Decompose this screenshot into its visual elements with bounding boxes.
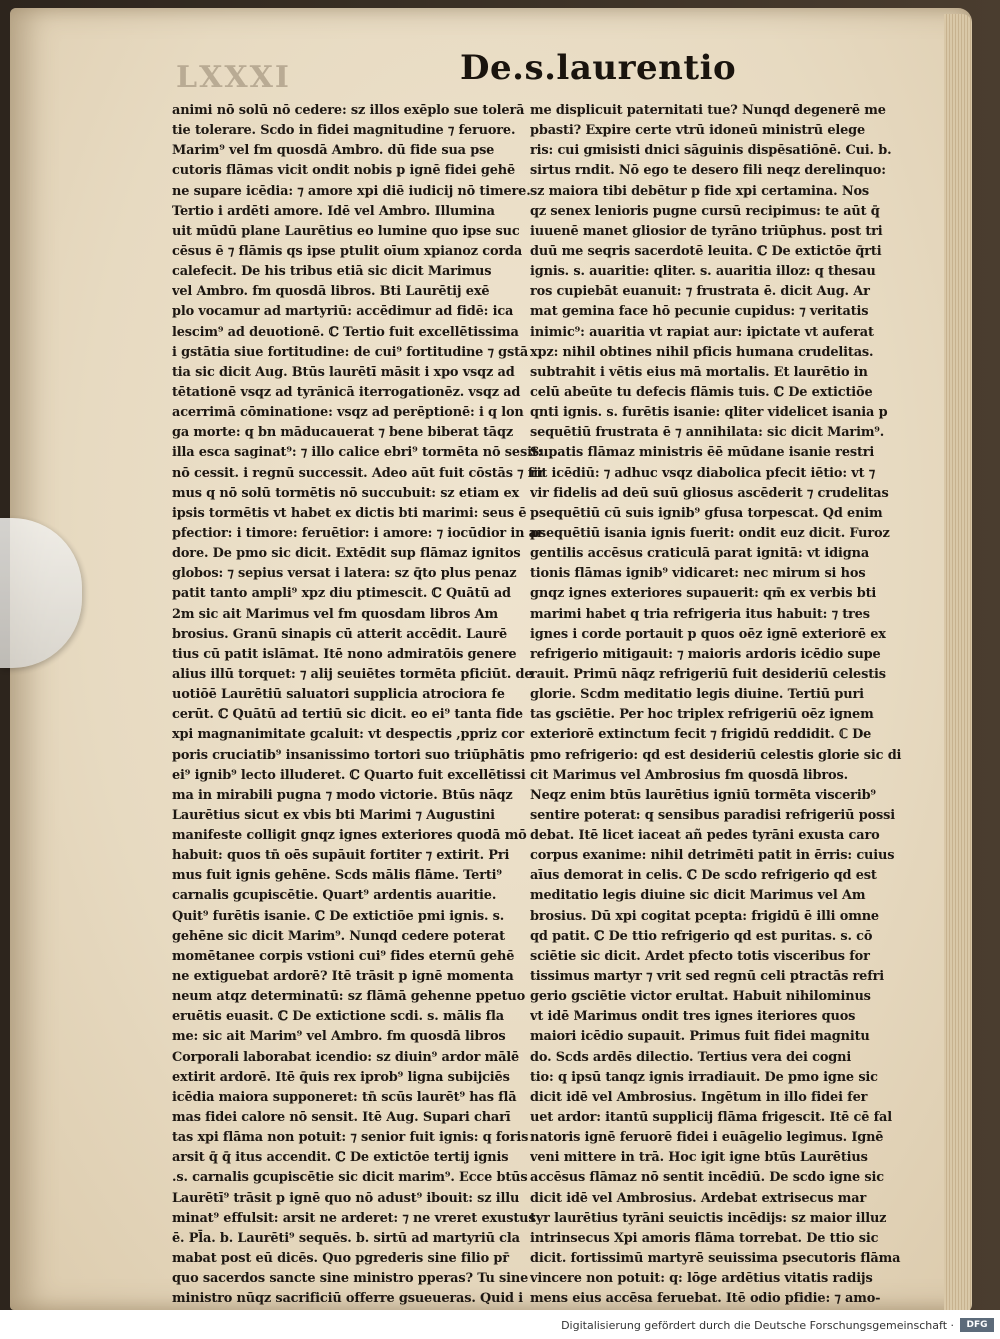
text-line: tas xpi flāma non potuit: ⁊ senior fuit ignis: q foris: [172, 1130, 529, 1146]
text-line: sirtus rndit. Nō ego te desero fili neqz derelinquo:: [530, 163, 886, 179]
text-line: accēsus flāmaz nō sentit incēdiū. De scdo igne sic: [530, 1170, 884, 1186]
text-line: debat. Itē licet iaceat añ pedes tyrāni exusta caro: [530, 828, 880, 844]
text-line: mens eius accēsa feruebat. Itē odio pfidie: ⁊ amo-: [530, 1291, 881, 1307]
text-line: meditatio legis diuine sic dicit Marimus vel Am: [530, 888, 866, 904]
text-line: ros cupiebāt euanuit: ⁊ frustrata ē. dicit Aug. Ar: [530, 284, 870, 300]
text-line: tissimus martyr ⁊ vrit sed regnū celi ptractās refri: [530, 969, 885, 985]
text-line: xpz: nihil obtines nihil pficis humana crudelitas.: [530, 344, 874, 360]
text-line: eruētis euasit. ℂ De extictione scdi. s. mālis fla: [172, 1009, 504, 1025]
text-line: ei⁹ ignib⁹ lecto illuderet. ℂ Quarto fuit excellētissi: [172, 767, 526, 783]
text-line: xpi magnanimitate gcaluit: vt despectis ,ppriz cor: [172, 727, 524, 743]
text-line: ga morte: q bn māducauerat ⁊ bene biberat tāqz: [172, 425, 514, 441]
text-line: manifeste colligit gnqz ignes exteriores quodā mō: [172, 828, 527, 844]
text-line: dicit idē vel Ambrosius. Ingētum in illo fidei fer: [530, 1089, 868, 1105]
text-line: tionis flāmas ignib⁹ vidicaret: nec mirum si hos: [530, 566, 866, 582]
text-line: vt idē Marimus ondit tres ignes iteriores quos: [530, 1009, 856, 1025]
right-column: [530, 101, 910, 1309]
text-line: dicit. fortissimū martyrē seuissima psecutoris flāma: [530, 1251, 901, 1267]
text-line: nō cessit. i regnū successit. Adeo aūt fuit cōstās ⁊ fir: [172, 465, 545, 481]
text-line: ma in mirabili pugna ⁊ modo victorie. Btūs nāqz: [172, 787, 513, 803]
text-line: sequētiū frustrata ē ⁊ annihilata: sic dicit Marim⁹.: [530, 425, 885, 441]
text-line: quo sacerdos sancte sine ministro pperas? Tu sine: [172, 1271, 529, 1287]
text-line: dore. De pmo sic dicit. Extēdit sup flāmaz ignitos: [172, 546, 521, 562]
text-line: mus q nō solū tormētis nō succubuit: sz etiam ex: [172, 485, 520, 501]
text-line: Neqz enim btūs laurētius igniū tormēta viscerib⁹: [530, 787, 876, 803]
text-line: dicit idē vel Ambrosius. Ardebat extrisecus mar: [530, 1190, 867, 1206]
text-line: natoris ignē feruorē fidei i euāgelio legimus. Ignē: [530, 1130, 884, 1146]
text-line: tas gsciētie. Per hoc triplex refrigeriū oēz ignem: [530, 707, 874, 723]
text-line: mas fidei calore nō sensit. Itē Aug. Supari charī: [172, 1110, 511, 1126]
text-line: refrigerio mitigauit: ⁊ maioris ardoris icēdio supe: [530, 646, 881, 662]
text-line: 2m sic ait Marimus vel fm quosdam libros Am: [172, 606, 498, 622]
footer-bar: [0, 1310, 1000, 1339]
text-line: intrinsecus Xpi amoris flāma torrebat. De ttio sic: [530, 1230, 879, 1246]
text-line: uet ardor: itantū supplicij flāma frigescit. Itē cē fal: [530, 1110, 892, 1126]
text-line: icēdia maiora supponeret: tn̄ scūs laurēt⁹ has flā: [172, 1089, 517, 1105]
text-line: sentire poterat: q sensibus paradisi refrigeriū possi: [530, 807, 896, 823]
text-line: mabat post eū dicēs. Quo pgrederis sine filio pr̄: [172, 1251, 509, 1267]
text-line: Quit⁹ furētis isanie. ℂ De extictiōe pmi ignis. s.: [172, 908, 505, 924]
text-line: exteriorē extinctum fecit ⁊ frigidū reddidit. ℂ De: [530, 727, 872, 743]
text-line: globos: ⁊ sepius versat i latera: sz q̄to plus penaz: [172, 566, 517, 582]
text-line: marimi habet q tria refrigeria itus habuit: ⁊ tres: [530, 606, 870, 622]
text-line: inimic⁹: auaritia vt rapiat aur: ipictate vt auferat: [530, 324, 874, 340]
text-line: pmo refrigerio: qd est desideriū celestis glorie sic di: [530, 747, 902, 763]
text-line: brosius. Dū xpi cogitat pcepta: frigidū ē illi omne: [530, 908, 879, 924]
text-line: patit tanto ampli⁹ xpz diu ptimescit. ℂ Quātū ad: [172, 586, 511, 602]
page-edge: [944, 14, 972, 1314]
text-line: habuit: quos tn̄ oēs supāuit fortiter ⁊ extirit. Pri: [172, 848, 510, 864]
text-line: corpus exanime: nihil detrimēti patit in ērris: cuius: [530, 848, 895, 864]
text-line: animi nō solū nō cedere: sz illos exēplo sue tolerā: [172, 103, 525, 118]
text-line: cit Marimus vel Ambrosius fm quosdā libros.: [530, 767, 848, 783]
text-line: rauit. Primū nāqz refrigeriū fuit desideriū celestis: [530, 666, 886, 682]
text-line: me: sic ait Marim⁹ vel Ambro. fm quosdā libros: [172, 1029, 506, 1045]
text-line: ne extiguebat ardorē? Itē trāsit p ignē momenta: [172, 969, 514, 985]
text-line: psequētiū cū suis ignib⁹ gfusa torpescat. Qd enim: [530, 505, 883, 521]
text-line: sz maiora tibi debētur p fide xpi certamina. Nos: [530, 183, 870, 199]
text-line: gehēne sic dicit Marim⁹. Nunqd cedere poterat: [172, 928, 505, 944]
text-line: me displicuit paternitati tue? Nunqd degenerē me: [530, 103, 886, 118]
text-line: duū me seqris sacerdotē leuita. ℂ De extictōe q̄rti: [530, 243, 882, 259]
text-line: veni mittere in trā. Hoc igit igne btūs Laurētius: [530, 1150, 868, 1166]
text-line: tētationē vsqz ad tyrānicā iterrogationēz. vsqz ad: [172, 384, 521, 400]
text-line: brosius. Granū sinapis cū atterit accēdit. Laurē: [172, 626, 508, 642]
dfg-logo: DFG: [960, 1318, 994, 1332]
text-line: maiori icēdio supauit. Primus fuit fidei magnitu: [530, 1029, 870, 1045]
text-line: neum atqz determinatū: sz flāmā gehenne ppetuo: [172, 989, 526, 1005]
text-line: mat gemina face hō pecunie cupidus: ⁊ veritatis: [530, 304, 869, 320]
text-line: psequētiū isania ignis fuerit: ondit euz dicit. Furoz: [530, 525, 890, 541]
text-line: lescim⁹ ad deuotionē. ℂ Tertio fuit excellētissima: [172, 324, 519, 340]
footer-credit: Digitalisierung gefördert durch die Deutsche Forschungsgemeinschaft ·: [561, 1319, 954, 1332]
text-line: rit icēdiū: ⁊ adhuc vsqz diabolica pfecit iētio: vt ⁊: [530, 465, 876, 481]
text-line: tia sic dicit Aug. Btūs laurētī māsit i xpo vsqz ad: [172, 364, 515, 380]
text-line: Laurētī⁹ trāsit p ignē quo nō adust⁹ ibouit: sz illu: [172, 1190, 520, 1206]
text-line: mus fuit ignis gehēne. Scds mālis flāme. Terti⁹: [172, 868, 502, 884]
text-line: ē. Pl̄a. b. Laurēti⁹ sequēs. b. sirtū ad martyriū cla: [172, 1230, 520, 1246]
text-line: calefecit. De his tribus etiā sic dicit Marimus: [172, 264, 492, 280]
folio-number: LXXXI: [176, 60, 291, 95]
text-line: vel Ambro. fm quosdā libros. Bti Laurētij exē: [172, 284, 490, 300]
text-line: glorie. Scdm meditatio legis diuine. Tertiū puri: [530, 687, 864, 703]
text-line: extirit ardorē. Itē q̄uis rex iprob⁹ ligna subijciēs: [172, 1069, 510, 1085]
text-line: cēsus ē ⁊ flāmis qs ipse ptulit oīum xpianoz corda: [172, 243, 523, 259]
text-line: vir fidelis ad deū suū gliosus ascēderit ⁊ crudelitas: [530, 485, 889, 501]
text-line: Corporali laborabat icendio: sz diuin⁹ ardor mālē: [172, 1049, 520, 1065]
text-line: ris: cui gmisisti dnici sāguinis dispēsatiōnē. Cui. b.: [530, 143, 892, 159]
text-line: sciētie sic dicit. Ardet pfecto totis visceribus for: [530, 948, 870, 964]
text-line: Supatis flāmaz ministris ēē mūdane isanie restri: [530, 445, 875, 461]
text-line: qz senex lenioris pugne cursū recipimus: te aūt q̄: [530, 203, 880, 219]
text-line: arsit q̄ q̄ itus accendit. ℂ De extictōe tertij ignis: [172, 1150, 509, 1166]
text-line: uotiōē Laurētiū saluatori supplicia atrociora fe: [172, 687, 505, 703]
text-line: iuuenē manet gliosior de tyrāno triūphus. post tri: [530, 223, 883, 239]
text-line: cerūt. ℂ Quātū ad tertiū sic dicit. eo ei⁹ tanta fide: [172, 707, 523, 723]
text-line: qd patit. ℂ De ttio refrigerio qd est puritas. s. cō: [530, 928, 873, 944]
text-line: tius cū patit islāmat. Itē nono admiratōis genere: [172, 646, 517, 662]
text-line: gentilis accēsus craticulā parat ignitā: vt idigna: [530, 546, 870, 562]
text-line: ne supare icēdia: ⁊ amore xpi diē iudicij nō timere.: [172, 183, 531, 199]
text-line: Tertio i ardēti amore. Idē vel Ambro. Illumina: [172, 203, 495, 219]
text-line: minat⁹ effulsit: arsit ne arderet: ⁊ ne vreret exustus: [172, 1210, 536, 1226]
running-head: De.s.laurentio: [460, 48, 737, 88]
text-line: plo vocamur ad martyriū: accēdimur ad fidē: ica: [172, 304, 514, 320]
text-line: ministro nūqz sacrificiū offerre gsueueras. Quid i: [172, 1291, 524, 1307]
text-line: gerio gsciētie victor erultat. Habuit nihilominus: [530, 989, 871, 1005]
text-line: Marim⁹ vel fm quosdā Ambro. dū fide sua pse: [172, 143, 495, 159]
text-line: gnqz ignes exteriores supauerit: qm̄ ex verbis bti: [530, 586, 877, 602]
text-line: alius illū torquet: ⁊ alij seuiētes tormēta pficiūt. de: [172, 666, 533, 682]
text-line: uit mūdū plane Laurētius eo lumine quo ipse suc: [172, 223, 520, 239]
text-line: ipsis tormētis vt habet ex dictis bti marimi: seus ē: [172, 505, 527, 521]
text-line: illa esca saginat⁹: ⁊ illo calice ebri⁹ tormēta nō sesit:: [172, 445, 543, 461]
text-line: pbasti? Expire certe vtrū idoneū ministrū elege: [530, 123, 866, 139]
text-line: vincere non potuit: q: lōge ardētius vitatis radijs: [530, 1271, 873, 1287]
text-line: tyr laurētius tyrāni seuictis incēdijs: sz maior illuz: [530, 1210, 887, 1226]
text-line: tie tolerare. Scdo in fidei magnitudine ⁊ feruore.: [172, 123, 516, 139]
text-line: carnalis gcupiscētie. Quart⁹ ardentis auaritie.: [172, 888, 497, 904]
text-line: celū abeūte tu defecis flāmis tuis. ℂ De extictiōe: [530, 384, 873, 400]
text-line: poris cruciatib⁹ insanissimo tortori suo triūphātis: [172, 747, 525, 763]
text-line: ignes i corde portauit p quos oēz ignē exteriorē ex: [530, 626, 886, 642]
text-line: cutoris flāmas vicit ondit nobis p ignē fidei gehē: [172, 163, 516, 179]
text-line: .s. carnalis gcupiscētie sic dicit marim⁹. Ecce btūs: [172, 1170, 528, 1186]
text-line: aīus demorat in celis. ℂ De scdo refrigerio qd est: [530, 868, 877, 884]
text-line: pfectior: i timore: feruētior: i amore: ⁊ iocūdior in ar: [172, 525, 544, 541]
text-line: momētanee corpis vstioni cui⁹ fides eternū gehē: [172, 948, 515, 964]
text-line: subtrahit i vētis eius mā mortalis. Et laurētio in: [530, 364, 868, 380]
text-line: do. Scds ardēs dilectio. Tertius vera dei cogni: [530, 1049, 852, 1065]
text-line: tio: q ipsū tanqz ignis irradiauit. De pmo igne sic: [530, 1069, 878, 1085]
text-line: ignis. s. auaritie: qliter. s. auaritia illoz: q thesau: [530, 264, 876, 280]
text-line: qnti ignis. s. furētis isanie: qliter videlicet isania p: [530, 405, 888, 421]
text-line: i gstātia siue fortitudine: de cui⁹ fortitudine ⁊ gstā: [172, 344, 529, 360]
text-line: Laurētius sicut ex vbis bti Marimi ⁊ Augustini: [172, 807, 495, 823]
text-line: acerrimā cōminatione: vsqz ad perēptionē: i q lon: [172, 405, 524, 421]
left-column: [172, 101, 552, 1309]
